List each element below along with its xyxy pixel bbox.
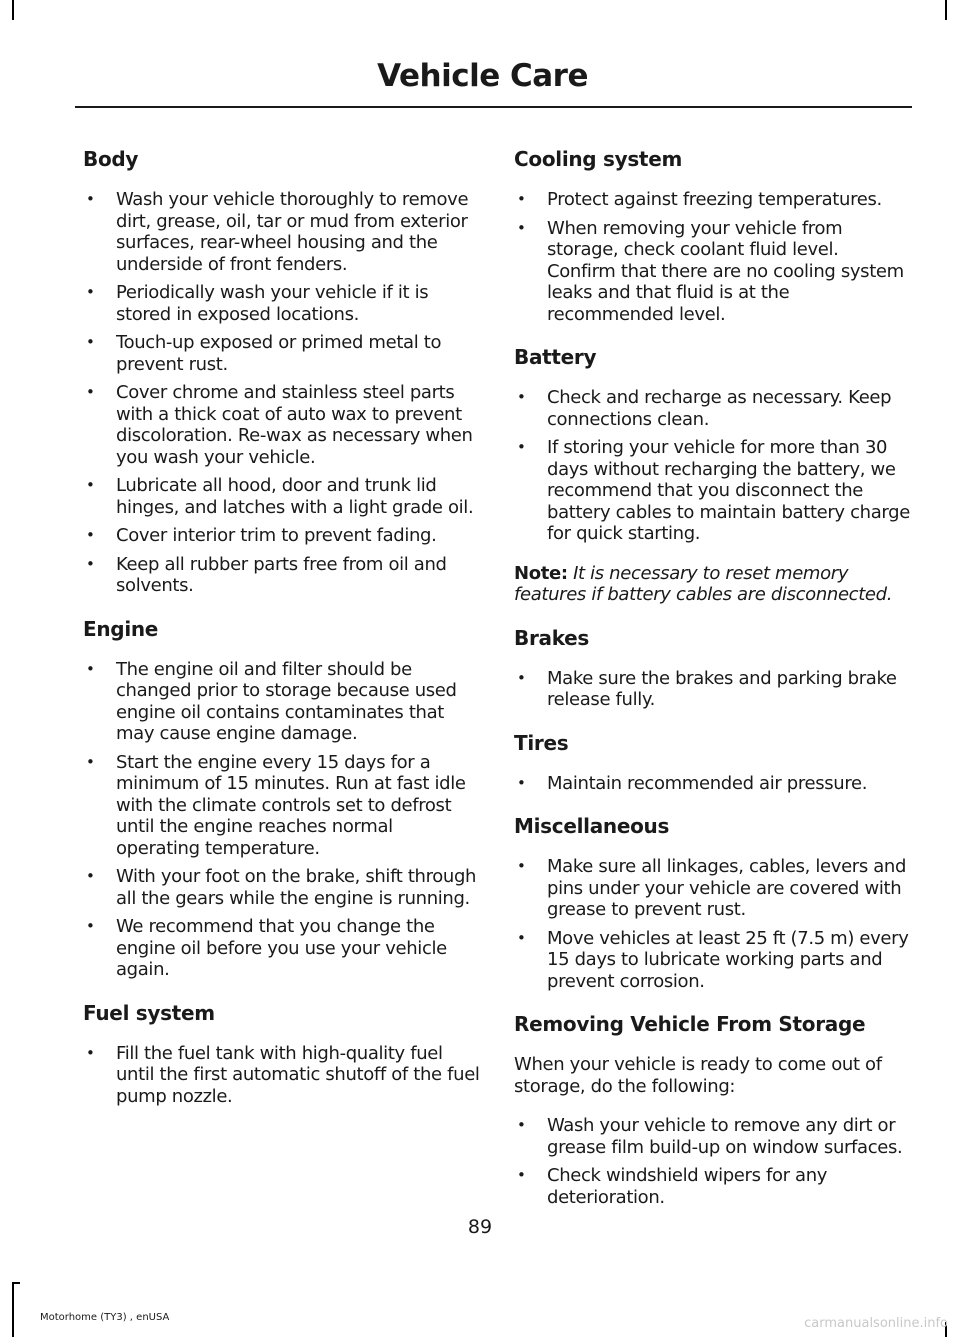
page-number: 89 bbox=[467, 1216, 493, 1238]
bullet-list bbox=[514, 189, 912, 325]
section-intro: When your vehicle is ready to come out of storage, do the following: bbox=[514, 1054, 882, 1097]
bullet-list bbox=[514, 387, 912, 545]
section-removing-vehicle-from-storage bbox=[514, 1010, 912, 1208]
left-column bbox=[83, 145, 481, 1125]
bullet-list bbox=[514, 773, 912, 795]
bullet-list bbox=[83, 659, 481, 981]
section-battery bbox=[514, 343, 912, 606]
list-item: • Protect against freezing temperatures. bbox=[514, 189, 912, 211]
section-heading: Fuel system bbox=[83, 1000, 215, 1025]
list-item: • Check and recharge as necessary. Keep connections clean. bbox=[514, 387, 912, 430]
bullet-list bbox=[83, 189, 481, 597]
section-engine bbox=[83, 615, 481, 981]
list-item: • We recommend that you change the engine oil before you use your vehicle again. bbox=[83, 916, 481, 981]
list-item: • When removing your vehicle from storage, check coolant fluid level. Confirm that there are no cooling system leaks and that fluid is at the recommended level. bbox=[514, 218, 912, 326]
section-fuel-system bbox=[83, 999, 481, 1108]
list-item: • With your foot on the brake, shift through all the gears while the engine is running. bbox=[83, 866, 481, 909]
footer-text: Motorhome (TY3) , enUSA bbox=[40, 1312, 170, 1323]
list-item: • Fill the fuel tank with high-quality fuel until the first automatic shutoff of the fuel pump nozzle. bbox=[83, 1043, 481, 1108]
note-text: It is necessary to reset memory features if battery cables are disconnected. bbox=[514, 562, 893, 605]
crop-mark-top-left bbox=[12, 0, 14, 20]
note-label: Note: bbox=[514, 562, 568, 584]
list-item: • Cover interior trim to prevent fading. bbox=[83, 525, 481, 547]
crop-mark-bottom-left bbox=[12, 1282, 14, 1337]
list-item: • Touch-up exposed or primed metal to prevent rust. bbox=[83, 332, 481, 375]
section-miscellaneous bbox=[514, 812, 912, 992]
section-heading: Miscellaneous bbox=[514, 814, 670, 838]
section-heading: Cooling system bbox=[514, 147, 682, 171]
list-item: • Maintain recommended air pressure. bbox=[514, 773, 912, 795]
section-heading: Brakes bbox=[514, 625, 590, 650]
list-item: • Check windshield wipers for any deterioration. bbox=[514, 1165, 912, 1208]
list-item: • Periodically wash your vehicle if it is stored in exposed locations. bbox=[83, 282, 481, 325]
section-heading: Body bbox=[83, 147, 139, 171]
crop-mark-top-right bbox=[945, 0, 947, 20]
header-rule bbox=[75, 106, 912, 108]
section-tires bbox=[514, 729, 912, 795]
section-heading: Removing Vehicle From Storage bbox=[514, 1012, 866, 1036]
list-item: • Wash your vehicle thoroughly to remove dirt, grease, oil, tar or mud from exterior surfaces, rear-wheel housing and the underside of front fenders. bbox=[83, 189, 481, 275]
section-cooling-system bbox=[514, 145, 912, 325]
watermark: carmanualsonline.info bbox=[804, 1316, 948, 1331]
right-column bbox=[514, 145, 912, 1226]
list-item: • If storing your vehicle for more than 30 days without recharging the battery, we recommend that you disconnect the battery cables to maintain battery charge for quick starting. bbox=[514, 437, 912, 545]
list-item: • Lubricate all hood, door and trunk lid hinges, and latches with a light grade oil. bbox=[83, 475, 481, 518]
section-body bbox=[83, 145, 481, 597]
list-item: • Start the engine every 15 days for a minimum of 15 minutes. Run at fast idle with the climate controls set to defrost until the engine reaches normal operating temperature. bbox=[83, 752, 481, 860]
list-item: • Move vehicles at least 25 ft (7.5 m) every 15 days to lubricate working parts and prevent corrosion. bbox=[514, 928, 912, 993]
section-heading: Battery bbox=[514, 345, 597, 369]
page-title: Vehicle Care bbox=[377, 58, 588, 94]
section-heading: Tires bbox=[514, 730, 569, 755]
bullet-list bbox=[514, 1115, 912, 1208]
section-heading: Engine bbox=[83, 616, 159, 641]
bullet-list bbox=[514, 668, 912, 711]
crop-mark-bottom-left-h bbox=[12, 1282, 20, 1284]
battery-note bbox=[514, 563, 912, 606]
list-item: • Make sure the brakes and parking brake release fully. bbox=[514, 668, 912, 711]
list-item: • Cover chrome and stainless steel parts with a thick coat of auto wax to prevent discoloration. Re-wax as necessary when you wash your vehicle. bbox=[83, 382, 481, 468]
list-item: • Keep all rubber parts free from oil and solvents. bbox=[83, 554, 481, 597]
list-item: • Make sure all linkages, cables, levers and pins under your vehicle are covered with grease to prevent rust. bbox=[514, 856, 912, 921]
section-brakes bbox=[514, 624, 912, 711]
list-item: • The engine oil and filter should be changed prior to storage because used engine oil contains contaminates that may cause engine damage. bbox=[83, 659, 481, 745]
bullet-list bbox=[514, 856, 912, 992]
bullet-list bbox=[83, 1043, 481, 1108]
list-item: • Wash your vehicle to remove any dirt or grease film build-up on window surfaces. bbox=[514, 1115, 912, 1158]
